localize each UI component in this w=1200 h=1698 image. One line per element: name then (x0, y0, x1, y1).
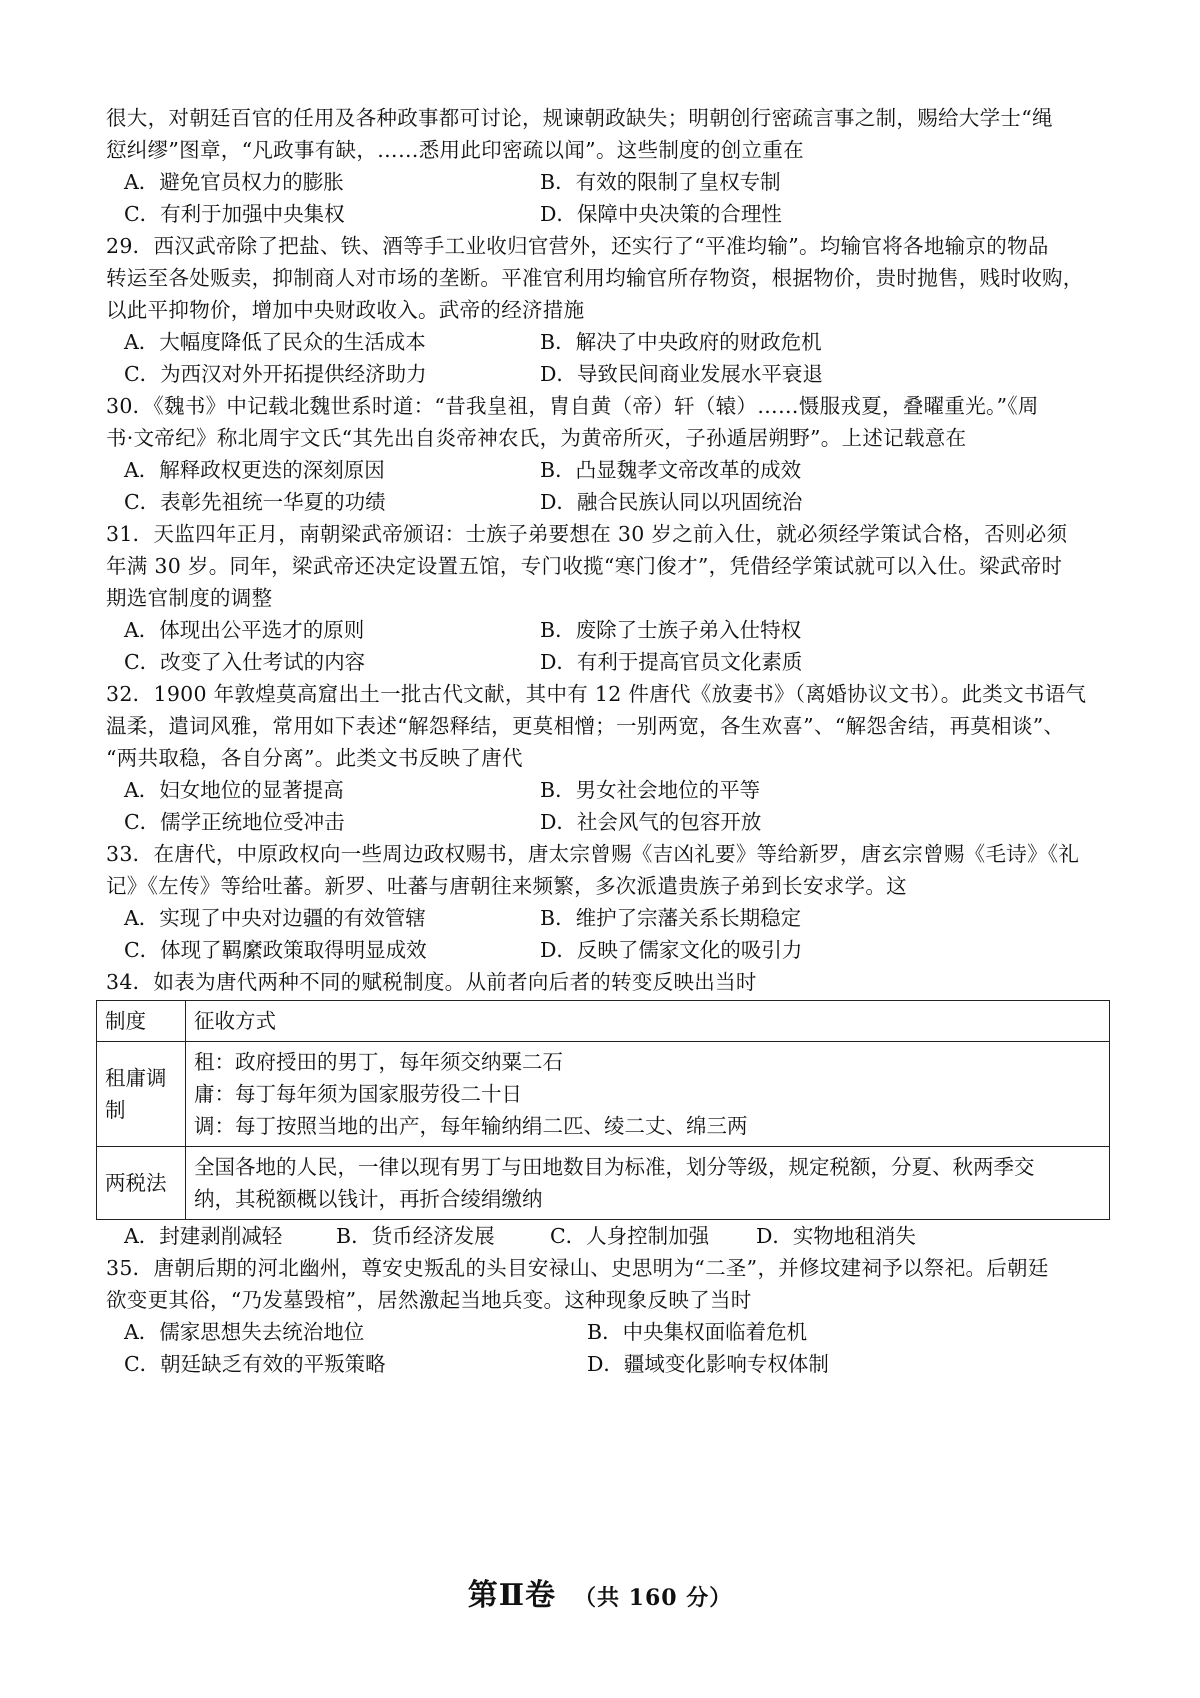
options-row (106, 774, 1106, 806)
table-cell-line: 纳，其税额概以钱计，再折合绫绢缴纳 (194, 1187, 543, 1211)
options-row (106, 1220, 1106, 1252)
section-title: 第Ⅱ卷 (467, 1578, 557, 1613)
option-a: A．解释政权更迭的深刻原因 (124, 458, 385, 482)
option-b: B．废除了士族子弟入仕特权 (540, 618, 802, 642)
table-cell-line: 庸：每丁每年须为国家服劳役二十日 (194, 1082, 522, 1106)
option-d: D．实物地租消失 (756, 1224, 916, 1248)
question-text-line: 温柔，遣词风雅，常用如下表述“解怨释结，更莫相憎；一别两宽，各生欢喜”、“解怨舍结，再莫相谈”、 (106, 714, 1065, 738)
table-header-row (97, 1001, 1110, 1042)
table-row (97, 1147, 1110, 1220)
option-c: C．有利于加强中央集权 (124, 202, 345, 226)
question-text-line: 期选官制度的调整 (106, 586, 273, 610)
option-c: C．朝廷缺乏有效的平叛策略 (124, 1352, 386, 1376)
question-32 (106, 678, 1106, 838)
option-a: A．儒家思想失去统治地位 (124, 1320, 365, 1344)
question-text-line: 很大，对朝廷百官的任用及各种政事都可讨论，规谏朝政缺失；明朝创行密疏言事之制，赐给大学士“绳 (106, 106, 1053, 130)
options-row (106, 1316, 1106, 1348)
options-row (106, 166, 1106, 198)
table-row (97, 1042, 1110, 1147)
option-b: B．维护了宗藩关系长期稳定 (540, 906, 802, 930)
question-text-line: 29．西汉武帝除了把盐、铁、酒等手工业收归官营外，还实行了“平准均输”。均输官将各地输京的物品 (106, 234, 1049, 258)
option-b: B．有效的限制了皇权专制 (540, 170, 781, 194)
table-cell (186, 1042, 1110, 1147)
question-text-line: 转运至各处贩卖，抑制商人对市场的垄断。平准官利用均输官所存物资，根据物价，贵时抛售，贱时收购， (106, 266, 1084, 290)
question-text-line: 35．唐朝后期的河北幽州，尊安史叛乱的头目安禄山、史思明为“二圣”，并修坟建祠予以祭祀。后朝廷 (106, 1256, 1049, 1280)
option-d: D．疆域变化影响专权体制 (587, 1352, 829, 1376)
options-row (106, 1348, 1106, 1380)
option-a: A．封建剥削减轻 (124, 1224, 283, 1248)
option-b: B．货币经济发展 (336, 1224, 495, 1248)
question-text-line: 32．1900 年敦煌莫高窟出土一批古代文献，其中有 12 件唐代《放妻书》（离婚协议文书）。此类文书语气 (106, 682, 1087, 706)
question-33 (106, 838, 1106, 966)
tax-system-table (96, 1000, 1110, 1220)
table-cell-line: 调：每丁按照当地的出产，每年输纳绢二匹、绫二丈、绵三两 (194, 1114, 748, 1138)
option-d: D．融合民族认同以巩固统治 (540, 490, 803, 514)
option-c: C．表彰先祖统一华夏的功绩 (124, 490, 386, 514)
table-row-name: 租庸调制 (97, 1042, 186, 1147)
option-b: B．凸显魏孝文帝改革的成效 (540, 458, 802, 482)
option-b: B．解决了中央政府的财政危机 (540, 330, 822, 354)
option-c: C．为西汉对外开拓提供经济助力 (124, 362, 427, 386)
table-cell-line: 全国各地的人民，一律以现有男丁与田地数目为标准，划分等级，规定税额，分夏、秋两季交 (194, 1155, 1035, 1179)
option-d: D．有利于提高官员文化素质 (540, 650, 803, 674)
option-c: C．儒学正统地位受冲击 (124, 810, 345, 834)
section-subtitle: （共 160 分） (574, 1585, 733, 1611)
exam-page (106, 102, 1106, 1380)
option-a: A．体现出公平选才的原则 (124, 618, 365, 642)
options-row (106, 198, 1106, 230)
options-row (106, 326, 1106, 358)
options-row (106, 902, 1106, 934)
question-text-line: 34．如表为唐代两种不同的赋税制度。从前者向后者的转变反映出当时 (106, 970, 757, 994)
option-d: D．保障中央决策的合理性 (540, 202, 782, 226)
option-d: D．导致民间商业发展水平衰退 (540, 362, 823, 386)
question-35 (106, 1252, 1106, 1380)
question-30 (106, 390, 1106, 518)
table-header-cell: 征收方式 (186, 1001, 1110, 1042)
question-text-line: 30．《魏书》中记载北魏世系时道：“昔我皇祖，胄自黄（帝）轩（辕）……慑服戎夏，叠曜重光。”《周 (106, 394, 1039, 418)
option-a: A．避免官员权力的膨胀 (124, 170, 344, 194)
question-text-line: 记》《左传》等给吐蕃。新罗、吐蕃与唐朝往来频繁，多次派遣贵族子弟到长安求学。这 (106, 874, 907, 898)
question-34 (106, 966, 1106, 1252)
table-cell-line: 租：政府授田的男丁，每年须交纳粟二石 (194, 1050, 563, 1074)
option-d: D．社会风气的包容开放 (540, 810, 762, 834)
section-heading (0, 1570, 1200, 1614)
question-text-line: 欲变更其俗，“乃发墓毁棺”，居然激起当地兵变。这种现象反映了当时 (106, 1288, 752, 1312)
option-c: C．体现了羁縻政策取得明显成效 (124, 938, 427, 962)
options-row (106, 358, 1106, 390)
question-text-line: 以此平抑物价，增加中央财政收入。武帝的经济措施 (106, 298, 585, 322)
question-text-line: 愆纠缪”图章，“凡政事有缺，……悉用此印密疏以闻”。这些制度的创立重在 (106, 138, 804, 162)
table-cell (186, 1147, 1110, 1220)
option-a: A．妇女地位的显著提高 (124, 778, 344, 802)
question-29 (106, 230, 1106, 390)
option-b: B．中央集权面临着危机 (587, 1320, 808, 1344)
table-header-cell: 制度 (97, 1001, 186, 1042)
options-row (106, 486, 1106, 518)
question-31 (106, 518, 1106, 678)
options-row (106, 806, 1106, 838)
option-b: B．男女社会地位的平等 (540, 778, 761, 802)
question-text-line: 书·文帝纪》称北周宇文氏“其先出自炎帝神农氏，为黄帝所灭，子孙遁居朔野”。上述记载意在 (106, 426, 967, 450)
option-a: A．实现了中央对边疆的有效管辖 (124, 906, 426, 930)
options-row (106, 646, 1106, 678)
question-text-line: “两共取稳，各自分离”。此类文书反映了唐代 (106, 746, 523, 770)
question-text-line: 31．天监四年正月，南朝梁武帝颁诏：士族子弟要想在 30 岁之前入仕，就必须经学策试合格，否则必须 (106, 522, 1068, 546)
option-c: C．改变了入仕考试的内容 (124, 650, 366, 674)
options-row (106, 614, 1106, 646)
options-row (106, 454, 1106, 486)
question-28 (106, 102, 1106, 230)
option-c: C．人身控制加强 (550, 1224, 710, 1248)
options-row (106, 934, 1106, 966)
option-a: A．大幅度降低了民众的生活成本 (124, 330, 426, 354)
option-d: D．反映了儒家文化的吸引力 (540, 938, 803, 962)
question-text-line: 年满 30 岁。同年，梁武帝还决定设置五馆，专门收揽“寒门俊才”，凭借经学策试就可以入仕。梁武帝时 (106, 554, 1063, 578)
table-row-name: 两税法 (97, 1147, 186, 1220)
question-text-line: 33．在唐代，中原政权向一些周边政权赐书，唐太宗曾赐《吉凶礼要》等给新罗，唐玄宗曾赐《毛诗》《礼 (106, 842, 1080, 866)
